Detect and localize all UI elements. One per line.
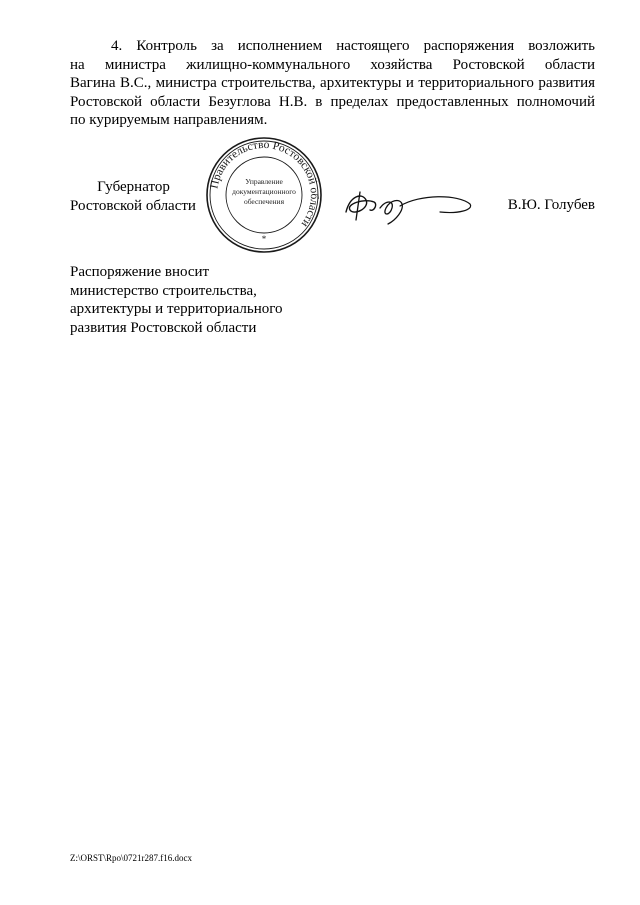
signatory-position [70, 178, 197, 216]
position-line: Ростовской области [70, 198, 196, 214]
originator-note [70, 263, 283, 337]
originator-line: министерство строительства, [70, 282, 257, 299]
stamp-inner-line: документационного [232, 187, 296, 196]
paragraph-line: Ростовской области Безуглова Н.В. в пределах предоставленных полномочий [70, 93, 595, 110]
paragraph-line: 4. Контроль за исполнением настоящего распоряжения возложить [111, 38, 595, 54]
originator-line: Распоряжение вносит [70, 264, 210, 280]
stamp-inner-line: обеспечения [243, 197, 285, 206]
stamp-star: * [261, 234, 267, 244]
control-paragraph [70, 37, 595, 130]
paragraph-line: на министра жилищно-коммунального хозяйства Ростовской области [70, 56, 595, 73]
stamp-inner-line: Управление [245, 177, 283, 186]
position-line: Губернатор [97, 179, 170, 195]
handwritten-signature [340, 186, 475, 226]
paragraph-line: по курируемым направлениям. [70, 112, 268, 128]
originator-line: развития Ростовской области [70, 319, 257, 336]
paragraph-line: Вагина В.С., министра строительства, архитектуры и территориального развития [70, 75, 595, 91]
signer-name: В.Ю. Голубев [507, 197, 595, 213]
footer-file-path: Z:\ORST\Rpo\0721r287.f16.docx [70, 853, 192, 863]
official-stamp [205, 136, 323, 254]
stamp-outer-text: Правительство Ростовской области [208, 138, 321, 230]
originator-line: архитектуры и территориального [70, 301, 283, 317]
